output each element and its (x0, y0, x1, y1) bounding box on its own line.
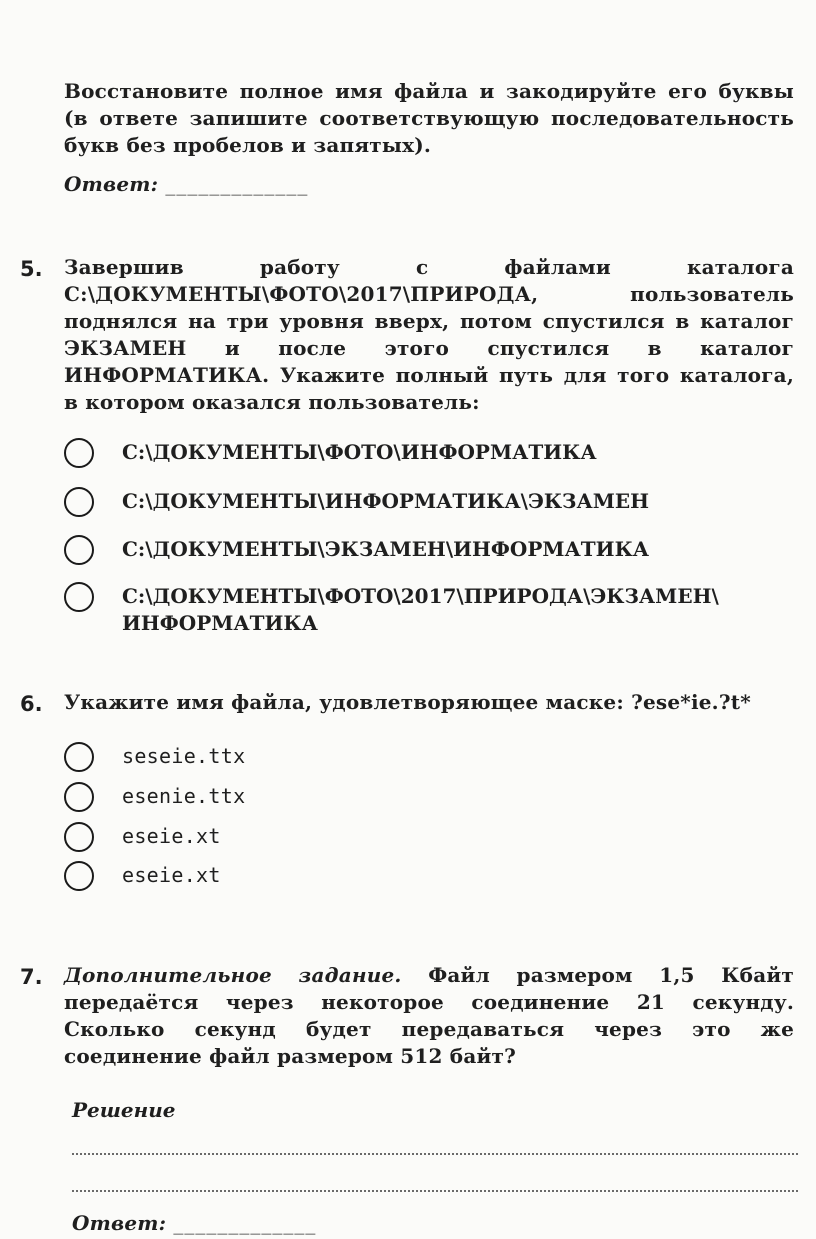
q5-text: Завершив работу с файлами каталога С:\ДОКУМЕНТЫ\ФОТО\2017\ПРИРОДА, пользователь поднялся на три уровня вверх, потом спустился в каталог ЭКЗАМЕН и после этого спустился в каталог ИНФОРМАТИКА. Укажите полный путь для того каталога, в котором оказался пользователь: (64, 255, 794, 414)
q5-option-1-label: С:\ДОКУМЕНТЫ\ФОТО\ИНФОРМАТИКА (122, 440, 597, 464)
q5-option-2-label: С:\ДОКУМЕНТЫ\ИНФОРМАТИКА\ЭКЗАМЕН (122, 489, 650, 513)
radio-circle-icon[interactable] (64, 487, 94, 517)
intro-answer-label: Ответ: (64, 172, 159, 196)
q6-option-4-label: eseie.xt (122, 863, 221, 887)
q7-number: 7. (20, 965, 43, 989)
q7-answer-label: Ответ: (72, 1211, 167, 1235)
radio-circle-icon[interactable] (64, 535, 94, 565)
q6-option-4[interactable] (64, 861, 804, 893)
intro-text: Восстановите полное имя файла и закодируйте его буквы (в ответе запишите соответствующую последовательность букв без пробелов и запятых). (64, 79, 794, 157)
radio-circle-icon[interactable] (64, 782, 94, 812)
q7-answer-blank[interactable]: _____________ (173, 1211, 317, 1235)
q5-option-4[interactable] (64, 582, 804, 642)
q7-solution-line-2[interactable] (72, 1190, 798, 1192)
q5-option-2[interactable] (64, 487, 804, 519)
q5-option-1[interactable] (64, 438, 804, 470)
q7-text: Файл размером 1,5 Кбайт передаётся через некоторое соединение 21 секунду. Сколько секунд будет передаваться через это же соединение файл размером 512 байт? (64, 963, 794, 1068)
q7-solution-label: Решение (72, 1098, 176, 1122)
radio-circle-icon[interactable] (64, 438, 94, 468)
radio-circle-icon[interactable] (64, 742, 94, 772)
radio-circle-icon[interactable] (64, 822, 94, 852)
q5-option-3-label: С:\ДОКУМЕНТЫ\ЭКЗАМЕН\ИНФОРМАТИКА (122, 537, 650, 561)
q7-answer-line (72, 1210, 792, 1237)
intro-paragraph (64, 78, 794, 159)
q7-label: Дополнительное задание. (64, 963, 402, 987)
q6-number: 6. (20, 692, 43, 716)
q7-solution-line-1[interactable] (72, 1153, 798, 1155)
q6-option-2-label: esenie.ttx (122, 784, 246, 808)
q5-option-3[interactable] (64, 535, 804, 567)
q6-option-3-label: eseie.xt (122, 824, 221, 848)
intro-answer-line (64, 171, 794, 198)
q6-option-1-label: seseie.ttx (122, 744, 246, 768)
q6-option-2[interactable] (64, 782, 804, 814)
q5-number: 5. (20, 257, 43, 281)
radio-circle-icon[interactable] (64, 582, 94, 612)
radio-circle-icon[interactable] (64, 861, 94, 891)
q6-text: Укажите имя файла, удовлетворяющее маске: ?ese*ie.?t* (64, 690, 751, 714)
q7-paragraph (64, 962, 794, 1070)
q6-option-1[interactable] (64, 742, 804, 774)
q6-option-3[interactable] (64, 822, 804, 854)
intro-answer-blank[interactable]: _____________ (165, 172, 309, 196)
q5-option-4-label: С:\ДОКУМЕНТЫ\ФОТО\2017\ПРИРОДА\ЭКЗАМЕН\ ИНФОРМАТИКА (122, 584, 726, 635)
